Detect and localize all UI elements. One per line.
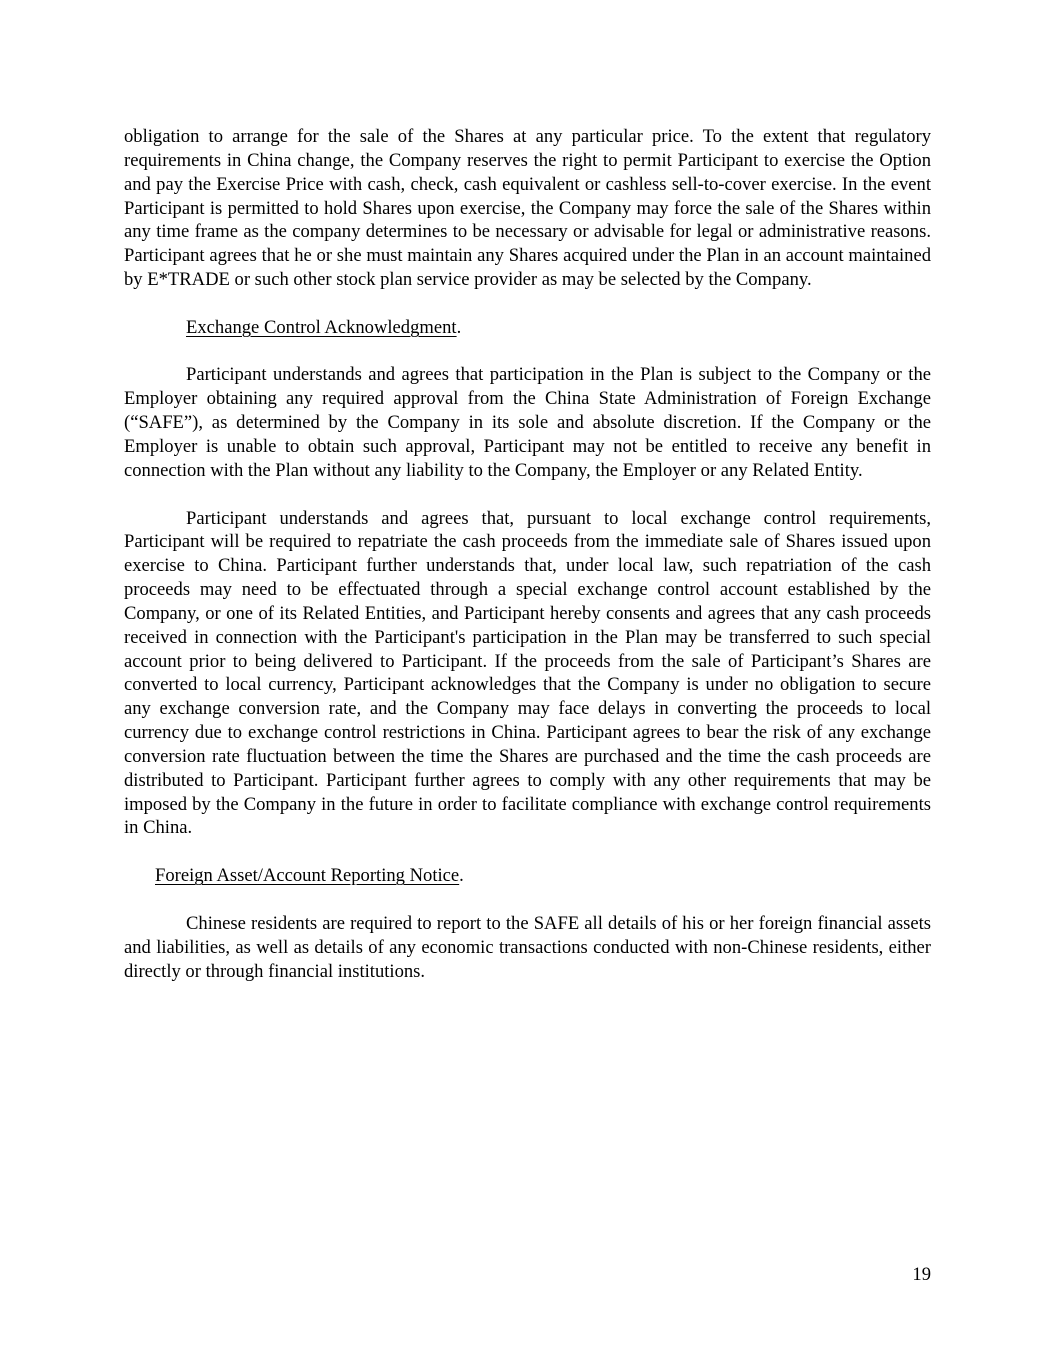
- heading-exchange-control: [124, 316, 931, 340]
- paragraph-reporting: Chinese residents are required to report to the SAFE all details of his or her foreign financial assets and liabilities, as well as details of any economic transactions conducted with non-Chinese residents, either directly or through financial institutions.: [124, 912, 931, 982]
- paragraph-safe-approval: Participant understands and agrees that participation in the Plan is subject to the Company or the Employer obtaining any required approval from the China State Administration of Foreign Exchange (“SAFE”), as determined by the Company in its sole and absolute discretion. If the Company or the Employer is unable to obtain such approval, Participant may not be entitled to receive any benefit in connection with the Plan without any liability to the Company, the Employer or any Related Entity.: [124, 364, 931, 481]
- heading-foreign-asset-text: Foreign Asset/Account Reporting Notice: [155, 865, 460, 887]
- heading-period: .: [456, 316, 462, 338]
- heading-period: .: [459, 865, 464, 887]
- page-number: 19: [912, 1264, 931, 1285]
- heading-foreign-asset: [124, 864, 931, 888]
- paragraph-sale-of-shares: obligation to arrange for the sale of the Shares at any particular price. To the extent that regulatory requirements in China change, the Company reserves the right to permit Participant to exercise the Option and pay the Exercise Price with cash, check, cash equivalent or cashless sell-to-cover exercise. In the event Participant is permitted to hold Shares upon exercise, the Company may force the sale of the Shares within any time frame as the company determines to be necessary or advisable for legal or administrative reasons. Participant agrees that he or she must maintain any Shares acquired under the Plan in an account maintained by E*TRADE or such other stock plan service provider as may be selected by the Company.: [124, 126, 931, 291]
- paragraph-repatriation: Participant understands and agrees that, pursuant to local exchange control requirements, Participant will be required to repatriate the cash proceeds from the immediate sale of Shares issued upon exercise to China. Participant further understands that, under local law, such repatriation of the cash proceeds may need to be effectuated through a special exchange control account established by the Company, or one of its Related Entities, and Participant hereby consents and agrees that any cash proceeds received in connection with the Participant's participation in the Plan may be transferred to such special account prior to being delivered to Participant. If the proceeds from the sale of Participant’s Shares are converted to local currency, Participant acknowledges that the Company is under no obligation to secure any exchange conversion rate, and the Company may face delays in converting the proceeds to local currency due to exchange control restrictions in China. Participant agrees to bear the risk of any exchange conversion rate fluctuation between the time the Shares are purchased and the time the cash proceeds are distributed to Participant. Participant further agrees to comply with any other requirements that may be imposed by the Company in the future in order to facilitate compliance with exchange control requirements in China.: [124, 507, 931, 839]
- heading-exchange-control-text: Exchange Control Acknowledgment: [186, 316, 457, 338]
- document-body: [124, 125, 931, 983]
